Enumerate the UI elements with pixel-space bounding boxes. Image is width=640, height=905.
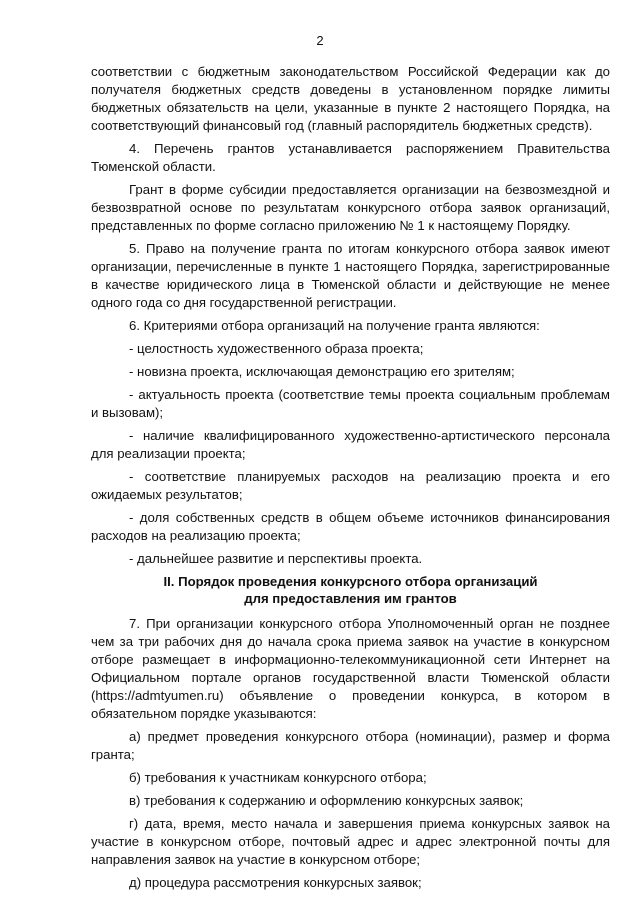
criteria-item: - доля собственных средств в общем объеме источников финансирования расходов на реализацию проекта;: [91, 510, 610, 543]
page-number: 2: [316, 33, 324, 48]
criteria-item: - наличие квалифицированного художественно-артистического персонала для реализации проекта;: [91, 428, 610, 461]
section-heading: [91, 573, 610, 607]
list-item-d: д) процедура рассмотрения конкурсных заявок;: [129, 875, 422, 890]
document-body: [91, 63, 610, 897]
paragraph-continuation: соответствии с бюджетным законодательством Российской Федерации как до получателя бюджетных средств доведены в установленном порядке лимиты бюджетных обязательств на цели, указанные в пункте 2 настоящего Порядка, на соответствующий финансовый год (главный распорядитель бюджетных средств).: [91, 64, 610, 133]
list-item-a: а) предмет проведения конкурсного отбора (номинации), размер и форма гранта;: [91, 729, 610, 762]
section-heading-line-1: II. Порядок проведения конкурсного отбора организаций: [163, 574, 538, 589]
list-item-g: г) дата, время, место начала и завершения приема конкурсных заявок на участие в конкурсном отборе, почтовый адрес и адрес электронной почты для направления заявок на участие в конкурсном отборе;: [91, 816, 610, 867]
list-item-v: в) требования к содержанию и оформлению конкурсных заявок;: [129, 793, 524, 808]
paragraph-5: 5. Право на получение гранта по итогам конкурсного отбора заявок имеют организации, перечисленные в пункте 1 настоящего Порядка, зарегистрированные в качестве юридического лица в Тюменской области и действующие не менее одного года со дня государственной регистрации.: [91, 241, 610, 310]
criteria-item: - целостность художественного образа проекта;: [129, 341, 424, 356]
list-item-b: б) требования к участникам конкурсного отбора;: [129, 770, 427, 785]
section-heading-line-2: для предоставления им грантов: [244, 591, 457, 606]
paragraph-7: 7. При организации конкурсного отбора Уполномоченный орган не позднее чем за три рабочих дня до начала срока приема заявок на участие в конкурсном отборе размещает в информационно-телекоммуникационной сети Интернет на Официальном портале органов государственной власти Тюменской области (https://admtyumen.ru) объявление о проведении конкурса, в котором в обязательном порядке указываются:: [91, 616, 610, 721]
paragraph-grant-form: Грант в форме субсидии предоставляется организации на безвозмездной и безвозвратной основе по результатам конкурсного отбора заявок организаций, представленных по форме согласно приложению № 1 к настоящему Порядку.: [91, 182, 610, 233]
paragraph-6: 6. Критериями отбора организаций на получение гранта являются:: [129, 318, 540, 333]
criteria-item: - новизна проекта, исключающая демонстрацию его зрителям;: [129, 364, 515, 379]
paragraph-4: 4. Перечень грантов устанавливается распоряжением Правительства Тюменской области.: [91, 141, 610, 174]
criteria-item: - актуальность проекта (соответствие темы проекта социальным проблемам и вызовам);: [91, 387, 610, 420]
criteria-item: - дальнейшее развитие и перспективы проекта.: [129, 551, 423, 566]
criteria-item: - соответствие планируемых расходов на реализацию проекта и его ожидаемых результатов;: [91, 469, 610, 502]
